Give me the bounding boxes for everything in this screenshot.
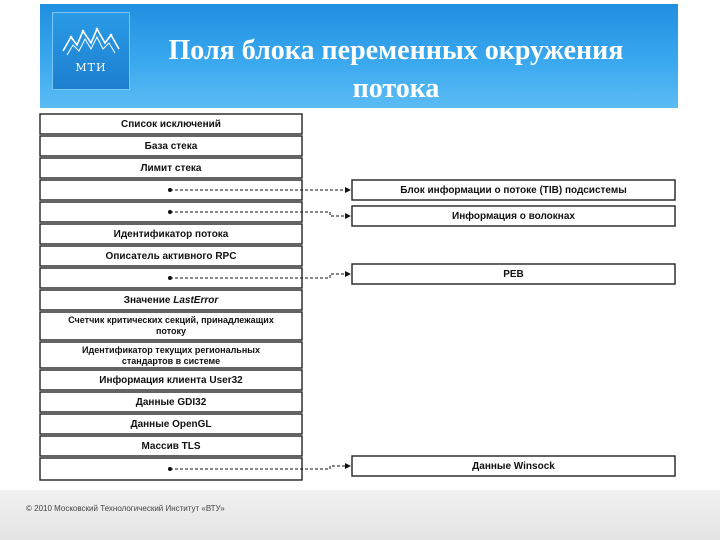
connector-arrow-icon bbox=[345, 271, 351, 277]
connector-arrow-icon bbox=[345, 213, 351, 219]
teb-field-label: Данные GDI32 bbox=[135, 396, 207, 408]
teb-field-label: Данные OpenGL bbox=[130, 418, 212, 430]
teb-field-label: Лимит стека bbox=[140, 162, 202, 174]
footer-bar bbox=[0, 490, 720, 540]
linked-block-label: Данные Winsock bbox=[472, 461, 555, 472]
teb-field-label: Значение LastError bbox=[123, 294, 219, 306]
linked-block-stack bbox=[352, 180, 675, 476]
footer-copyright: © 2010 Московский Технологический Институт «ВТУ» bbox=[26, 504, 225, 513]
teb-field-label: Описатель активного RPC bbox=[105, 250, 237, 262]
logo-text: МТИ bbox=[75, 61, 107, 74]
linked-block-label: PEB bbox=[503, 269, 524, 280]
teb-field-label: Идентификатор потока bbox=[113, 228, 229, 240]
teb-field-label: База стека bbox=[144, 140, 198, 152]
page-title: Поля блока переменных окружения потока bbox=[168, 35, 624, 104]
linked-block-label: Информация о волокнах bbox=[452, 211, 575, 222]
teb-field-label: Идентификатор текущих региональных стандартов в системе bbox=[82, 345, 260, 366]
connector-arrow-icon bbox=[345, 187, 351, 193]
teb-field-label: Информация клиента User32 bbox=[99, 374, 243, 386]
connector-arrow-icon bbox=[345, 463, 351, 469]
linked-block-label: Блок информации о потоке (TIB) подсистемы bbox=[400, 185, 627, 196]
teb-field-label: Счетчик критических секций, принадлежащих потоку bbox=[68, 315, 274, 336]
teb-field-label: Список исключений bbox=[121, 118, 221, 130]
teb-field-label: Массив TLS bbox=[141, 440, 201, 452]
